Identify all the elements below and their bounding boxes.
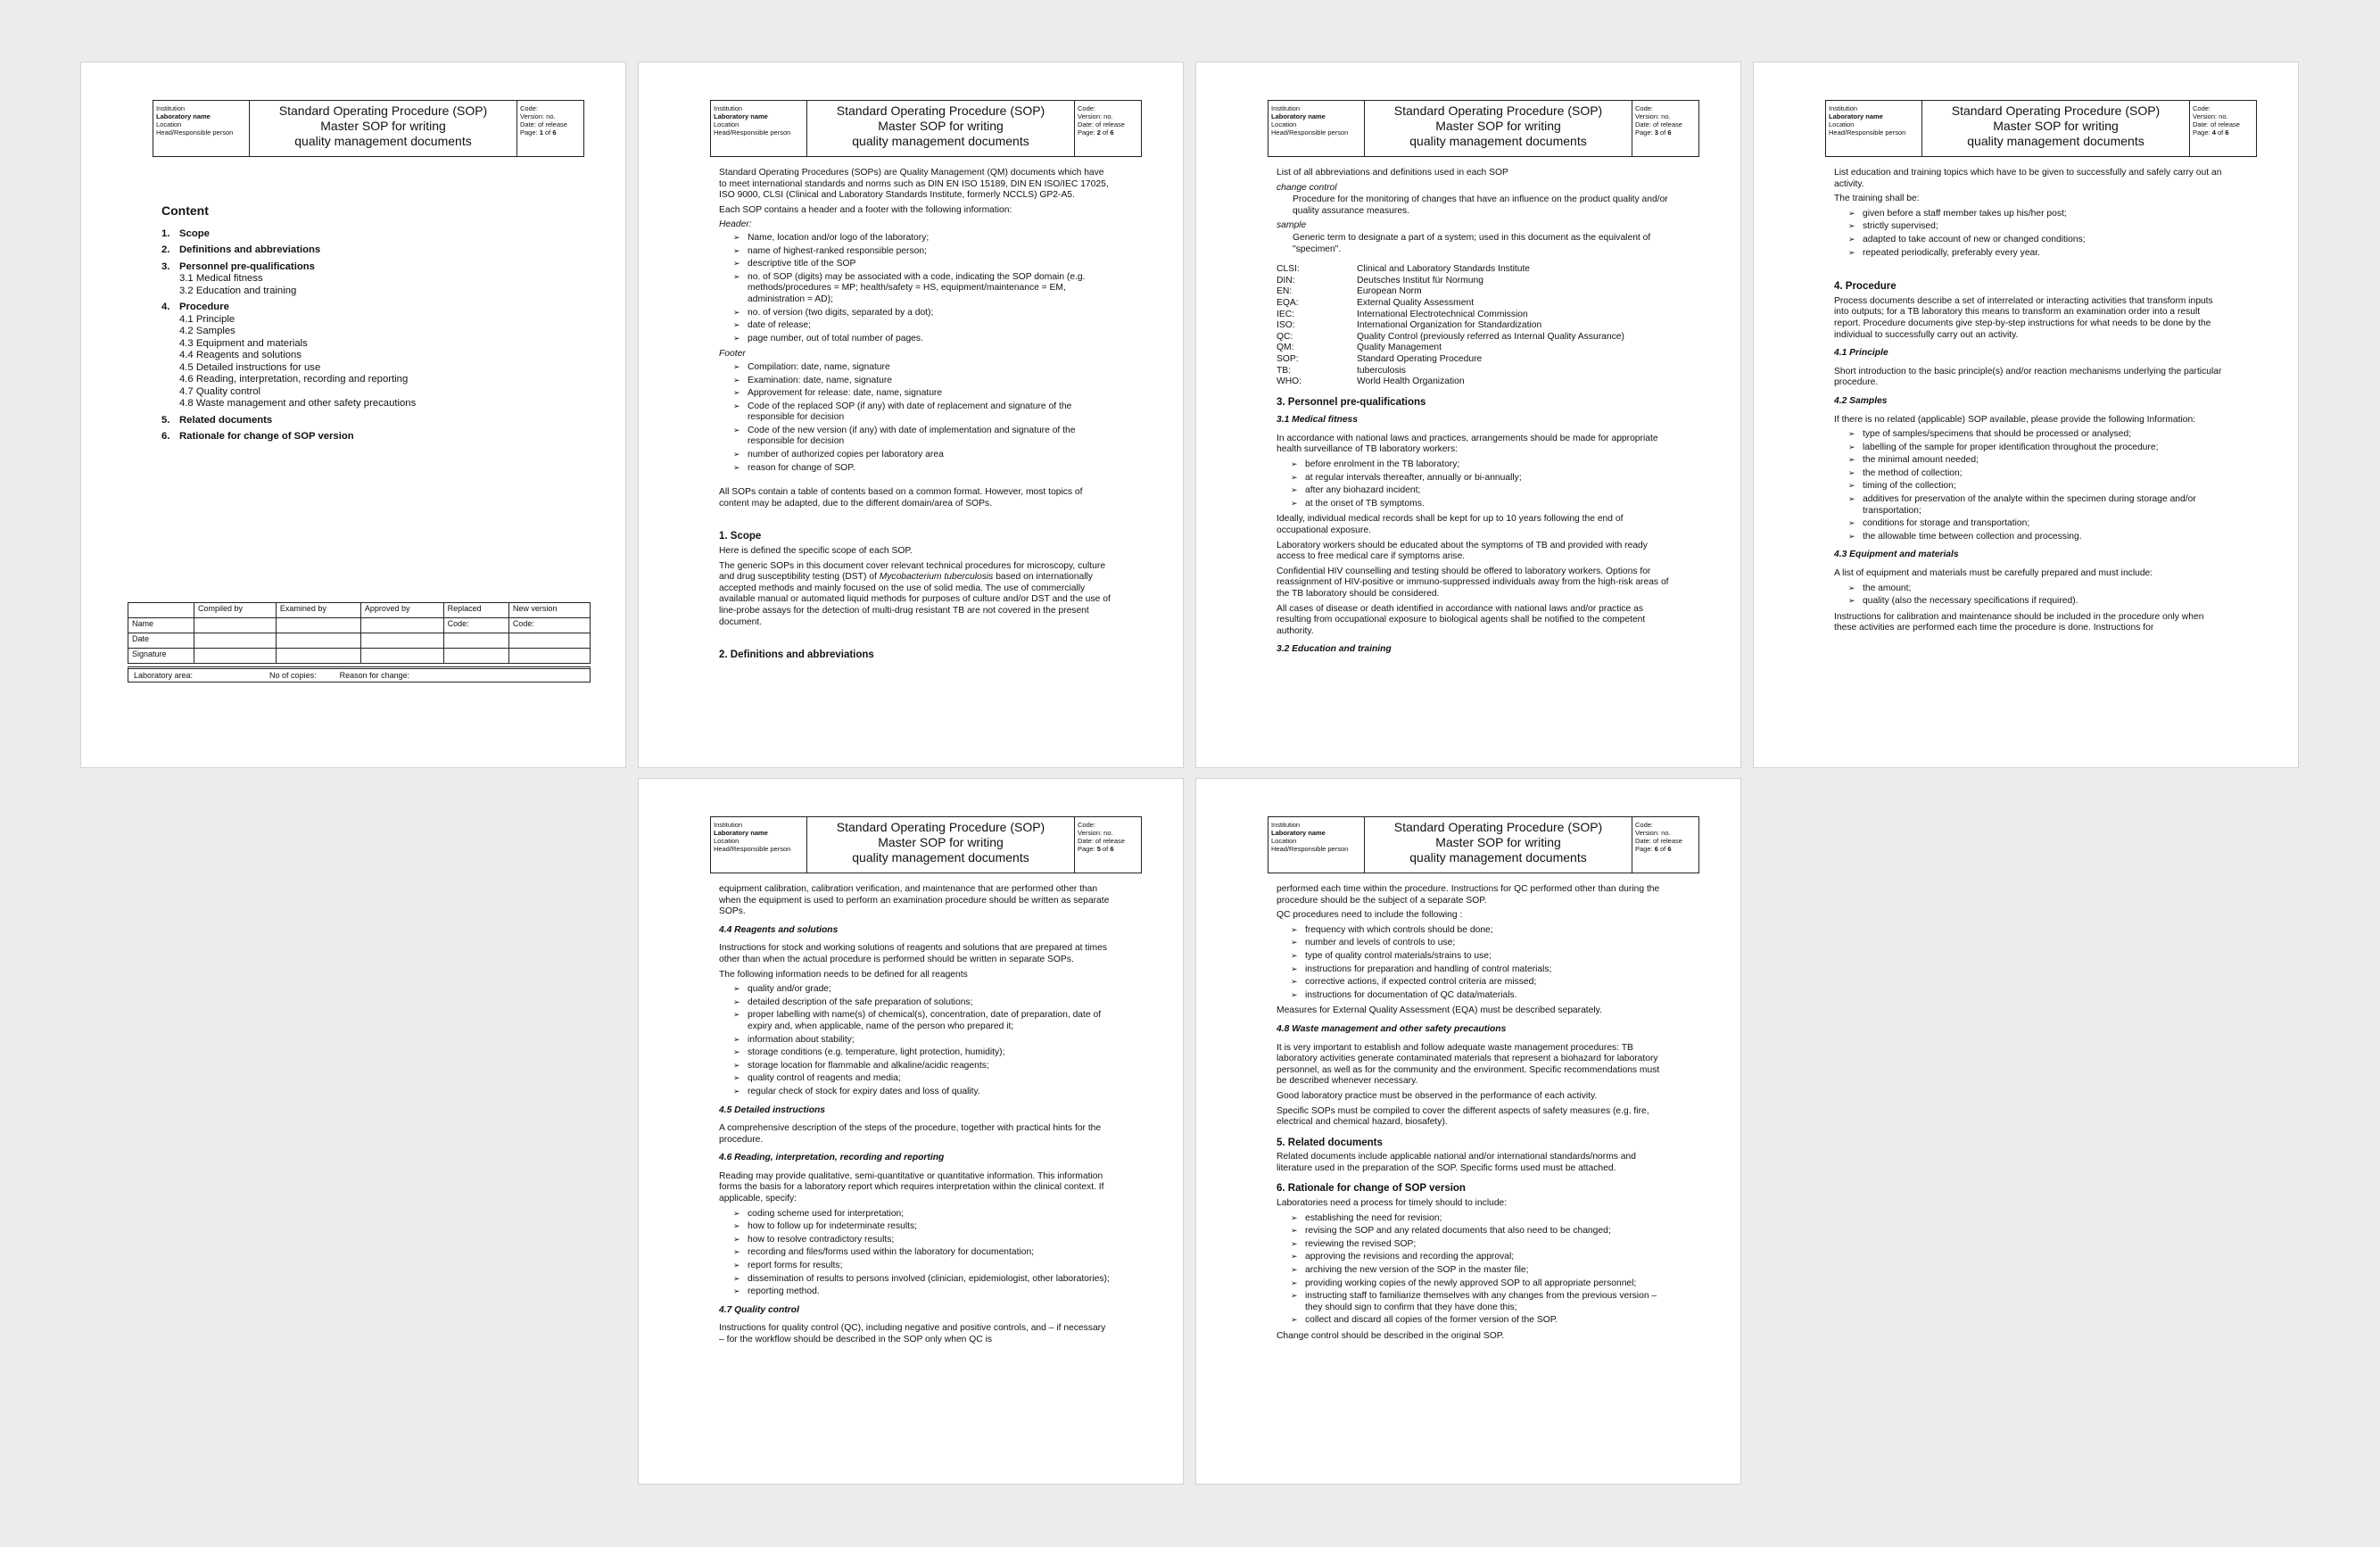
section-heading: 1. Scope — [719, 531, 762, 542]
abbr-term: CLSI: — [1277, 264, 1300, 275]
table-of-contents — [161, 205, 416, 443]
toc-subitem: 4.6 Reading, interpretation, recording and reporting — [179, 374, 409, 385]
definition-text: Generic term to designate a part of a system; used in this document as the equivalent of "specimen". — [1293, 232, 1651, 254]
page-header — [1268, 816, 1699, 873]
paragraph: List education and training topics which have to be given to successfully and safely carry out an activity. — [1834, 168, 2222, 189]
page-4 — [1753, 62, 2299, 768]
list-item: ➢ strictly supervised; — [1848, 221, 2227, 233]
list-item: ➢ coding scheme used for interpretation; — [733, 1209, 1111, 1220]
header-institution: Institution Laboratory name Location Head/Responsible person — [1826, 101, 1922, 156]
table-cell: Date — [128, 633, 194, 649]
table-cell — [194, 649, 277, 664]
paragraph: All cases of disease or death identified in accordance with national laws and/or practice as resulting from occupational exposure to biological agents shall be notified to the competent authority. — [1277, 603, 1646, 636]
list-item: ➢ repeated periodically, preferably every year. — [1848, 248, 2227, 260]
paragraph: All SOPs contain a table of contents based on a common format. However, most topics of content may be adapted, due to the different domain/area of SOPs. — [719, 487, 1083, 509]
list-item: ➢ type of samples/specimens that should be processed or analysed; — [1848, 429, 2227, 441]
list-item: ➢ quality (also the necessary specifications if required). — [1848, 596, 2227, 608]
table-cell — [276, 618, 360, 633]
list-item: ➢ the minimal amount needed; — [1848, 455, 2227, 467]
abbr-term: TB: — [1277, 365, 1292, 376]
list-item: ➢ archiving the new version of the SOP in the master file; — [1291, 1265, 1669, 1277]
toc-subitem: 4.2 Samples — [179, 326, 236, 336]
list-item: ➢ detailed description of the safe preparation of solutions; — [733, 997, 1111, 1009]
list-item: ➢ given before a staff member takes up his/her post; — [1848, 209, 2227, 220]
paragraph: A comprehensive description of the steps of the procedure, together with practical hints for the procedure. — [719, 1123, 1102, 1145]
table-row — [128, 649, 591, 664]
list-item: ➢ information about stability; — [733, 1035, 1111, 1046]
footer-copies: No of copies: — [269, 671, 317, 680]
list-item: ➢ corrective actions, if expected control criteria are missed; — [1291, 977, 1669, 989]
list-item: ➢ Name, location and/or logo of the laboratory; — [733, 233, 1111, 244]
list-item: ➢ providing working copies of the newly approved SOP to all appropriate personnel; — [1291, 1278, 1669, 1290]
bullet-list — [1848, 209, 2227, 259]
header-title: Standard Operating Procedure (SOP) Master SOP for writing quality management documents — [807, 101, 1075, 156]
list-item: ➢ before enrolment in the TB laboratory; — [1291, 459, 1669, 471]
paragraph: Specific SOPs must be compiled to cover the different aspects of safety measures (e.g. fire, electrical and chemical hazard, biosafety). — [1277, 1105, 1649, 1128]
list-item: ➢ instructions for preparation and handling of control materials; — [1291, 964, 1669, 976]
paragraph: Instructions for stock and working solutions of reagents and solutions that are prepared at times other than when the actual procedure is performed should be written in separate SOPs. — [719, 943, 1107, 964]
table-row — [128, 633, 591, 649]
footer-reason: Reason for change: — [339, 671, 410, 680]
subsection-heading: 4.8 Waste management and other safety precautions — [1277, 1023, 1507, 1034]
list-item: ➢ the method of collection; — [1848, 468, 2227, 480]
header-institution: Institution Laboratory name Location Head/Responsible person — [711, 817, 807, 873]
abbr-definition: World Health Organization — [1357, 376, 1465, 387]
table-cell — [276, 633, 360, 649]
toc-item: 6. Rationale for change of SOP version — [161, 431, 354, 442]
page-2 — [638, 62, 1184, 768]
toc-item: 1. Scope — [161, 228, 210, 239]
header-meta: Code: Version: no. Date: of release Page: 3 of 6 — [1632, 101, 1698, 156]
paragraph: Related documents include applicable national and/or international standards/norms and literature used in the preparation of the SOP. Specific forms used must be attached. — [1277, 1152, 1636, 1173]
section-heading: 4. Procedure — [1834, 281, 1897, 293]
header-meta: Code: Version: no. Date: of release Page: 1 of 6 — [517, 101, 583, 156]
page-header — [710, 816, 1142, 873]
table-cell: Replaced — [443, 603, 508, 618]
paragraph: Measures for External Quality Assessment (EQA) must be described separately. — [1277, 1005, 1602, 1016]
footer-list — [733, 362, 1111, 474]
bullet-list — [1291, 459, 1669, 509]
scope-paragraph: The generic SOPs in this document cover relevant technical procedures for microscopy, culture and drug susceptibility testing (DST) of Mycobacterium tuberculosis based on internationally accepted methods and mainly focused on the use of solid media. The use of commercially available manual or automated liquid methods for purposes of culture and/or DST and the use of line-probe assays for the detection of multi-drug resistant TB are not covered in the present document. — [719, 560, 1111, 627]
page-header — [1825, 100, 2257, 157]
header-meta: Code: Version: no. Date: of release Page: 4 of 6 — [2190, 101, 2256, 156]
abbr-term: ISO: — [1277, 320, 1295, 331]
header-meta: Code: Version: no. Date: of release Page: 5 of 6 — [1075, 817, 1141, 873]
definition-term: change control — [1277, 182, 1337, 193]
table-row — [128, 618, 591, 633]
page-body — [719, 884, 1111, 1350]
toc-subitem: 4.3 Equipment and materials — [179, 337, 308, 349]
paragraph: In accordance with national laws and practices, arrangements should be made for appropriate health surveillance of TB laboratory workers: — [1277, 433, 1658, 455]
table-cell: Signature — [128, 649, 194, 664]
subsection-heading: 4.6 Reading, interpretation, recording and reporting — [719, 1153, 945, 1163]
list-item: ➢ storage conditions (e.g. temperature, light protection, humidity); — [733, 1047, 1111, 1059]
abbr-term: QM: — [1277, 343, 1294, 353]
list-item: ➢ instructing staff to familiarize themselves with any changes from the previous version – they should sign to confirm that they have done this; — [1291, 1291, 1669, 1313]
page-number: Page: 2 of 6 — [1078, 128, 1114, 136]
abbr-term: EQA: — [1277, 297, 1299, 308]
header-title: Standard Operating Procedure (SOP) Master SOP for writing quality management documents — [1365, 101, 1632, 156]
paragraph: The following information needs to be defined for all reagents — [719, 969, 968, 980]
abbr-definition: Deutsches Institut für Normung — [1357, 275, 1483, 285]
definition-text: Procedure for the monitoring of changes that have an influence on the product quality and/or quality assurance measures. — [1293, 194, 1668, 216]
list-item: ➢ no. of version (two digits, separated by a dot); — [733, 308, 1111, 319]
table-cell — [443, 649, 508, 664]
page-3 — [1195, 62, 1741, 768]
table-cell — [128, 603, 194, 618]
list-item: ➢ timing of the collection; — [1848, 481, 2227, 492]
section-heading: 2. Definitions and abbreviations — [719, 649, 874, 661]
header-meta: Code: Version: no. Date: of release Page: 6 of 6 — [1632, 817, 1698, 873]
toc-subitem: 4.4 Reagents and solutions — [179, 350, 302, 360]
page-body — [719, 168, 1111, 665]
paragraph: Change control should be described in the original SOP. — [1277, 1331, 1505, 1341]
list-item: ➢ the amount; — [1848, 583, 2227, 595]
list-item: ➢ no. of SOP (digits) may be associated with a code, indicating the SOP domain (e.g. methods/procedures = MP; health/safety = HS, equipment/maintenance = EM, administration = AD); — [733, 272, 1111, 306]
header-institution: Institution Laboratory name Location Head/Responsible person — [153, 101, 250, 156]
list-item: ➢ number and levels of controls to use; — [1291, 938, 1669, 949]
intro-paragraph: Standard Operating Procedures (SOPs) are Quality Management (QM) documents which have to meet international standards and norms such as DIN EN ISO 15189, DIN EN ISO/IEC 17025, ISO 9000, CLSI (Clinical and Laboratory Standards Institute, formerly NCCLS) GP2-A5. — [719, 168, 1109, 201]
signature-table — [128, 602, 591, 664]
list-item: ➢ number of authorized copies per laboratory area — [733, 450, 1111, 461]
subsection-heading: 4.4 Reagents and solutions — [719, 924, 839, 935]
list-item: ➢ how to resolve contradictory results; — [733, 1235, 1111, 1246]
section-heading: 5. Related documents — [1277, 1137, 1383, 1148]
page-5 — [638, 778, 1184, 1485]
abbr-definition: External Quality Assessment — [1357, 297, 1475, 308]
table-header-row — [128, 603, 591, 618]
paragraph: performed each time within the procedure. Instructions for QC performed other than during the procedure should be the subject of a separate SOP. — [1277, 884, 1660, 906]
abbr-definition: International Organization for Standardization — [1357, 320, 1542, 331]
paragraph: Ideally, individual medical records shall be kept for up to 10 years following the end of occupational exposure. — [1277, 514, 1624, 536]
page-number: Page: 4 of 6 — [2193, 128, 2229, 136]
table-cell — [443, 633, 508, 649]
table-cell — [194, 618, 277, 633]
list-item: ➢ type of quality control materials/strains to use; — [1291, 951, 1669, 963]
page-number: Page: 1 of 6 — [520, 128, 557, 136]
page-body — [1277, 884, 1669, 1346]
toc-subitem: 4.5 Detailed instructions for use — [179, 361, 321, 373]
toc-subitem: 4.1 Principle — [179, 313, 236, 325]
paragraph: Process documents describe a set of interrelated or interacting activities that transform inputs into outputs; for a TB laboratory this means to transform an examination order into a result report. Procedure documents give step-by-step instructions for what needs to be done by the individual to successfully carry out an activity. — [1834, 295, 2213, 340]
subsection-heading: 4.2 Samples — [1834, 395, 1888, 406]
table-cell: Examined by — [276, 603, 360, 618]
header-title: Standard Operating Procedure (SOP) Master SOP for writing quality management documents — [807, 817, 1075, 873]
paragraph: The training shall be: — [1834, 194, 1920, 204]
list-item: ➢ reason for change of SOP. — [733, 463, 1111, 475]
bullet-list — [733, 1209, 1111, 1298]
definition-term: sample — [1277, 220, 1307, 231]
abbr-definition: International Electrotechnical Commission — [1357, 309, 1528, 319]
list-item: ➢ name of highest-ranked responsible person; — [733, 246, 1111, 258]
abbr-term: WHO: — [1277, 376, 1302, 387]
paragraph: equipment calibration, calibration verification, and maintenance that are performed other than when the equipment is used to perform an examination procedure should be written as separate SOPs. — [719, 884, 1110, 917]
list-item: ➢ page number, out of total number of pages. — [733, 334, 1111, 345]
table-cell — [360, 633, 443, 649]
list-item: ➢ how to follow up for indeterminate results; — [733, 1221, 1111, 1233]
list-item: ➢ Code of the new version (if any) with date of implementation and signature of the responsible for decision — [733, 426, 1111, 448]
table-cell — [194, 633, 277, 649]
list-item: ➢ storage location for flammable and alkaline/acidic reagents; — [733, 1061, 1111, 1072]
list-item: ➢ additives for preservation of the analyte within the specimen during storage and/or transportation; — [1848, 494, 2227, 517]
paragraph: QC procedures need to include the following : — [1277, 910, 1463, 921]
list-item: ➢ regular check of stock for expiry dates and loss of quality. — [733, 1087, 1111, 1098]
list-item: ➢ after any biohazard incident; — [1291, 485, 1669, 497]
paragraph: A list of equipment and materials must be carefully prepared and must include: — [1834, 568, 2153, 579]
toc-item: 4. Procedure — [161, 302, 229, 312]
paragraph: List of all abbreviations and definitions used in each SOP — [1277, 168, 1508, 178]
abbr-term: QC: — [1277, 331, 1293, 342]
toc-item: 3. Personnel pre-qualifications — [161, 261, 315, 272]
page-body — [1277, 168, 1669, 663]
bullet-list — [1291, 1213, 1669, 1327]
list-item: ➢ report forms for results; — [733, 1261, 1111, 1272]
page-1 — [80, 62, 626, 768]
header-label: Header: — [719, 219, 752, 230]
abbr-definition: Clinical and Laboratory Standards Institute — [1357, 264, 1531, 275]
toc-subitem: 4.8 Waste management and other safety precautions — [179, 398, 417, 409]
bullet-list — [733, 984, 1111, 1097]
list-item: ➢ proper labelling with name(s) of chemical(s), concentration, date of preparation, date of expiry and, when applicable, name of the person who prepared it; — [733, 1010, 1111, 1032]
page-header — [710, 100, 1142, 157]
page-number: Page: 5 of 6 — [1078, 845, 1114, 853]
header-institution: Institution Laboratory name Location Head/Responsible person — [1269, 101, 1365, 156]
paragraph: Each SOP contains a header and a footer with the following information: — [719, 204, 1012, 215]
subsection-heading: 3.1 Medical fitness — [1277, 415, 1358, 426]
paragraph: If there is no related (applicable) SOP available, please provide the following Information: — [1834, 414, 2196, 425]
table-cell — [508, 633, 590, 649]
list-item: ➢ establishing the need for revision; — [1291, 1213, 1669, 1225]
list-item: ➢ quality control of reagents and media; — [733, 1073, 1111, 1085]
toc-title: Content — [161, 203, 209, 218]
list-item: ➢ adapted to take account of new or changed conditions; — [1848, 235, 2227, 246]
subsection-heading: 4.5 Detailed instructions — [719, 1104, 826, 1115]
paragraph: It is very important to establish and follow adequate waste management procedures: TB laboratory activities generate contaminated materials that represent a biohazard for laboratory personnel, as well as for the community and the environment. Specific recommendations must be described whenever necessary. — [1277, 1042, 1660, 1087]
table-cell: Compiled by — [194, 603, 277, 618]
list-item: ➢ reviewing the revised SOP; — [1291, 1239, 1669, 1251]
abbr-term: DIN: — [1277, 275, 1295, 285]
page-number: Page: 6 of 6 — [1635, 845, 1672, 853]
list-item: ➢ labelling of the sample for proper identification throughout the procedure; — [1848, 443, 2227, 454]
table-cell: Name — [128, 618, 194, 633]
list-item: ➢ revising the SOP and any related documents that also need to be changed; — [1291, 1226, 1669, 1237]
footer-lab-area: Laboratory area: — [134, 671, 194, 680]
abbr-term: IEC: — [1277, 309, 1295, 319]
table-cell — [276, 649, 360, 664]
header-title: Standard Operating Procedure (SOP) Master SOP for writing quality management documents — [250, 101, 517, 156]
list-item: ➢ quality and/or grade; — [733, 984, 1111, 996]
list-item: ➢ the allowable time between collection and processing. — [1848, 532, 2227, 543]
page-header — [153, 100, 584, 157]
header-title: Standard Operating Procedure (SOP) Master SOP for writing quality management documents — [1922, 101, 2190, 156]
paragraph: Good laboratory practice must be observed in the performance of each activity. — [1277, 1090, 1598, 1101]
list-item: ➢ at regular intervals thereafter, annually or bi-annually; — [1291, 473, 1669, 484]
bullet-list — [1848, 583, 2227, 608]
abbr-definition: European Norm — [1357, 286, 1422, 297]
toc-subitem: 3.1 Medical fitness — [179, 273, 263, 284]
table-cell — [508, 649, 590, 664]
footer-label: Footer — [719, 349, 746, 360]
page-header — [1268, 100, 1699, 157]
paragraph: Short introduction to the basic principle(s) and/or reaction mechanisms underlying the particular procedure. — [1834, 366, 2222, 388]
list-item: ➢ Examination: date, name, signature — [733, 376, 1111, 387]
header-institution: Institution Laboratory name Location Head/Responsible person — [711, 101, 807, 156]
subsection-heading: 4.3 Equipment and materials — [1834, 550, 1959, 560]
list-item: ➢ at the onset of TB symptoms. — [1291, 499, 1669, 510]
bullet-list — [1848, 429, 2227, 542]
section-heading: 3. Personnel pre-qualifications — [1277, 396, 1426, 408]
list-item: ➢ Code of the replaced SOP (if any) with date of replacement and signature of the responsible for decision — [733, 401, 1111, 424]
list-item: ➢ Compilation: date, name, signature — [733, 362, 1111, 374]
list-item: ➢ approving the revisions and recording the approval; — [1291, 1252, 1669, 1263]
table-cell — [360, 649, 443, 664]
toc-item: 5. Related documents — [161, 414, 273, 426]
table-cell — [360, 618, 443, 633]
list-item: ➢ conditions for storage and transportation; — [1848, 518, 2227, 530]
paragraph: Confidential HIV counselling and testing should be offered to laboratory workers. Options for reassignment of HIV-positive or immuno-suppressed individuals away from the high-risk areas of the TB laboratory should be considered. — [1277, 566, 1669, 599]
abbr-definition: tuberculosis — [1357, 365, 1406, 376]
subsection-heading: 4.1 Principle — [1834, 348, 1888, 359]
header-meta: Code: Version: no. Date: of release Page: 2 of 6 — [1075, 101, 1141, 156]
list-item: ➢ date of release; — [733, 320, 1111, 332]
toc-item: 2. Definitions and abbreviations — [161, 244, 321, 255]
table-cell: Approved by — [360, 603, 443, 618]
paragraph: Instructions for quality control (QC), including negative and positive controls, and – if necessary – for the workflow should be described in the SOP only when QC is — [719, 1323, 1106, 1344]
toc-subitem: 3.2 Education and training — [179, 285, 297, 296]
bullet-list — [1291, 925, 1669, 1002]
paragraph: Laboratories need a process for timely should to include: — [1277, 1198, 1508, 1209]
abbr-definition: Standard Operating Procedure — [1357, 353, 1483, 364]
footer-row — [128, 666, 591, 682]
abbreviations-list — [1277, 264, 1669, 388]
list-item: ➢ collect and discard all copies of the former version of the SOP. — [1291, 1315, 1669, 1327]
paragraph: Laboratory workers should be educated about the symptoms of TB and provided with ready access to free medical care if symptoms arise. — [1277, 540, 1648, 562]
list-item: ➢ dissemination of results to persons involved (clinician, epidemiologist, other laboratories); — [733, 1274, 1111, 1286]
page-6 — [1195, 778, 1741, 1485]
table-cell: New version — [508, 603, 590, 618]
list-item: ➢ frequency with which controls should be done; — [1291, 925, 1669, 937]
header-institution: Institution Laboratory name Location Head/Responsible person — [1269, 817, 1365, 873]
page-number: Page: 3 of 6 — [1635, 128, 1672, 136]
section-heading: 6. Rationale for change of SOP version — [1277, 1183, 1466, 1195]
page-body — [1834, 168, 2227, 638]
list-item: ➢ Approvement for release: date, name, signature — [733, 388, 1111, 400]
header-title: Standard Operating Procedure (SOP) Master SOP for writing quality management documents — [1365, 817, 1632, 873]
abbr-term: SOP: — [1277, 353, 1299, 364]
abbr-definition: Quality Management — [1357, 343, 1442, 353]
list-item: ➢ reporting method. — [733, 1286, 1111, 1298]
abbr-definition: Quality Control (previously referred as Internal Quality Assurance) — [1357, 331, 1624, 342]
table-cell: Code: — [508, 618, 590, 633]
list-item: ➢ instructions for documentation of QC data/materials. — [1291, 990, 1669, 1002]
abbr-term: EN: — [1277, 286, 1293, 297]
paragraph: Reading may provide qualitative, semi-quantitative or quantitative information. This information forms the basis for a laboratory report which requires interpretation within the clinical context. If applicable, specify: — [719, 1171, 1104, 1204]
table-cell: Code: — [443, 618, 508, 633]
toc-subitem: 4.7 Quality control — [179, 385, 261, 397]
list-item: ➢ recording and files/forms used within the laboratory for documentation; — [733, 1247, 1111, 1259]
subsection-heading: 4.7 Quality control — [719, 1304, 799, 1315]
paragraph: Instructions for calibration and maintenance should be included in the procedure only when these activities are performed each time the procedure is done. Instructions for — [1834, 611, 2204, 633]
header-list — [733, 233, 1111, 344]
paragraph: Here is defined the specific scope of each SOP. — [719, 546, 913, 557]
list-item: ➢ descriptive title of the SOP — [733, 259, 1111, 270]
subsection-heading: 3.2 Education and training — [1277, 644, 1392, 655]
